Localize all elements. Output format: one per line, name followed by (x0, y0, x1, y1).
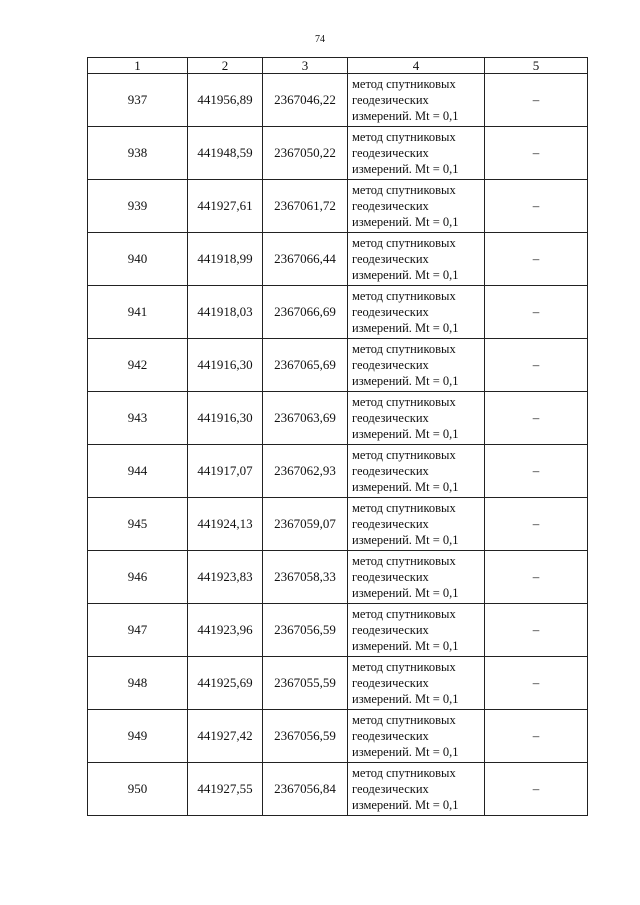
method-line: метод спутниковых (352, 448, 456, 462)
method-line: геодезических (352, 782, 429, 796)
table-row (88, 445, 588, 498)
method-cell (348, 233, 485, 286)
table-row (88, 180, 588, 233)
note-cell: – (485, 763, 588, 816)
note-cell: – (485, 498, 588, 551)
x-coordinate-cell: 441925,69 (188, 657, 263, 710)
x-coordinate-cell: 441927,42 (188, 710, 263, 763)
note-cell: – (485, 339, 588, 392)
header-row (88, 58, 588, 74)
point-number-cell: 938 (88, 127, 188, 180)
method-line: геодезических (352, 729, 429, 743)
method-line: измерений. Mt = 0,1 (352, 639, 459, 653)
page-number: 74 (315, 34, 325, 45)
point-number-cell: 945 (88, 498, 188, 551)
method-line: метод спутниковых (352, 289, 456, 303)
table-row (88, 286, 588, 339)
method-line: измерений. Mt = 0,1 (352, 586, 459, 600)
method-line: геодезических (352, 464, 429, 478)
table-row (88, 604, 588, 657)
method-cell (348, 551, 485, 604)
method-line: измерений. Mt = 0,1 (352, 692, 459, 706)
method-line: геодезических (352, 517, 429, 531)
method-cell (348, 710, 485, 763)
note-cell: – (485, 445, 588, 498)
method-line: измерений. Mt = 0,1 (352, 427, 459, 441)
method-cell (348, 127, 485, 180)
point-number-cell: 946 (88, 551, 188, 604)
note-cell: – (485, 180, 588, 233)
point-number-cell: 937 (88, 74, 188, 127)
method-line: геодезических (352, 623, 429, 637)
method-cell (348, 604, 485, 657)
y-coordinate-cell: 2367056,84 (263, 763, 348, 816)
method-line: геодезических (352, 570, 429, 584)
method-cell (348, 74, 485, 127)
method-line: метод спутниковых (352, 766, 456, 780)
y-coordinate-cell: 2367066,69 (263, 286, 348, 339)
note-cell: – (485, 604, 588, 657)
table-row (88, 392, 588, 445)
y-coordinate-cell: 2367065,69 (263, 339, 348, 392)
method-line: геодезических (352, 252, 429, 266)
y-coordinate-cell: 2367062,93 (263, 445, 348, 498)
table-row (88, 657, 588, 710)
method-cell (348, 763, 485, 816)
x-coordinate-cell: 441924,13 (188, 498, 263, 551)
method-line: геодезических (352, 305, 429, 319)
header-col-1: 1 (88, 58, 188, 74)
method-line: метод спутниковых (352, 713, 456, 727)
method-line: метод спутниковых (352, 342, 456, 356)
method-cell (348, 498, 485, 551)
y-coordinate-cell: 2367056,59 (263, 710, 348, 763)
y-coordinate-cell: 2367066,44 (263, 233, 348, 286)
point-number-cell: 943 (88, 392, 188, 445)
method-line: метод спутниковых (352, 660, 456, 674)
method-line: метод спутниковых (352, 77, 456, 91)
method-line: метод спутниковых (352, 395, 456, 409)
method-line: измерений. Mt = 0,1 (352, 268, 459, 282)
method-line: измерений. Mt = 0,1 (352, 745, 459, 759)
table-row (88, 551, 588, 604)
coordinates-table (87, 57, 588, 816)
y-coordinate-cell: 2367061,72 (263, 180, 348, 233)
x-coordinate-cell: 441927,55 (188, 763, 263, 816)
method-line: измерений. Mt = 0,1 (352, 798, 459, 812)
y-coordinate-cell: 2367050,22 (263, 127, 348, 180)
point-number-cell: 940 (88, 233, 188, 286)
method-line: измерений. Mt = 0,1 (352, 480, 459, 494)
method-line: геодезических (352, 676, 429, 690)
method-line: измерений. Mt = 0,1 (352, 215, 459, 229)
table-body (88, 74, 588, 816)
method-cell (348, 657, 485, 710)
method-line: измерений. Mt = 0,1 (352, 109, 459, 123)
x-coordinate-cell: 441916,30 (188, 339, 263, 392)
method-line: геодезических (352, 199, 429, 213)
table-row (88, 74, 588, 127)
point-number-cell: 939 (88, 180, 188, 233)
table-row (88, 763, 588, 816)
method-line: измерений. Mt = 0,1 (352, 162, 459, 176)
point-number-cell: 949 (88, 710, 188, 763)
note-cell: – (485, 74, 588, 127)
method-cell (348, 445, 485, 498)
y-coordinate-cell: 2367063,69 (263, 392, 348, 445)
point-number-cell: 944 (88, 445, 188, 498)
method-line: метод спутниковых (352, 607, 456, 621)
method-line: метод спутниковых (352, 183, 456, 197)
x-coordinate-cell: 441927,61 (188, 180, 263, 233)
method-cell (348, 339, 485, 392)
note-cell: – (485, 710, 588, 763)
method-cell (348, 286, 485, 339)
y-coordinate-cell: 2367056,59 (263, 604, 348, 657)
table-row (88, 127, 588, 180)
x-coordinate-cell: 441916,30 (188, 392, 263, 445)
x-coordinate-cell: 441948,59 (188, 127, 263, 180)
note-cell: – (485, 657, 588, 710)
x-coordinate-cell: 441923,96 (188, 604, 263, 657)
table-row (88, 233, 588, 286)
header-col-3: 3 (263, 58, 348, 74)
header-col-5: 5 (485, 58, 588, 74)
method-line: измерений. Mt = 0,1 (352, 533, 459, 547)
method-line: измерений. Mt = 0,1 (352, 374, 459, 388)
header-col-2: 2 (188, 58, 263, 74)
point-number-cell: 942 (88, 339, 188, 392)
table-row (88, 339, 588, 392)
method-cell (348, 392, 485, 445)
x-coordinate-cell: 441956,89 (188, 74, 263, 127)
point-number-cell: 950 (88, 763, 188, 816)
x-coordinate-cell: 441923,83 (188, 551, 263, 604)
x-coordinate-cell: 441918,99 (188, 233, 263, 286)
note-cell: – (485, 286, 588, 339)
table-header (88, 58, 588, 74)
note-cell: – (485, 233, 588, 286)
y-coordinate-cell: 2367058,33 (263, 551, 348, 604)
method-line: метод спутниковых (352, 554, 456, 568)
method-line: геодезических (352, 411, 429, 425)
y-coordinate-cell: 2367059,07 (263, 498, 348, 551)
method-cell (348, 180, 485, 233)
table-row (88, 498, 588, 551)
method-line: геодезических (352, 358, 429, 372)
header-col-4: 4 (348, 58, 485, 74)
method-line: метод спутниковых (352, 236, 456, 250)
point-number-cell: 941 (88, 286, 188, 339)
table-row (88, 710, 588, 763)
note-cell: – (485, 551, 588, 604)
method-line: метод спутниковых (352, 130, 456, 144)
x-coordinate-cell: 441918,03 (188, 286, 263, 339)
note-cell: – (485, 392, 588, 445)
y-coordinate-cell: 2367046,22 (263, 74, 348, 127)
method-line: измерений. Mt = 0,1 (352, 321, 459, 335)
x-coordinate-cell: 441917,07 (188, 445, 263, 498)
point-number-cell: 948 (88, 657, 188, 710)
point-number-cell: 947 (88, 604, 188, 657)
method-line: метод спутниковых (352, 501, 456, 515)
method-line: геодезических (352, 93, 429, 107)
y-coordinate-cell: 2367055,59 (263, 657, 348, 710)
note-cell: – (485, 127, 588, 180)
method-line: геодезических (352, 146, 429, 160)
